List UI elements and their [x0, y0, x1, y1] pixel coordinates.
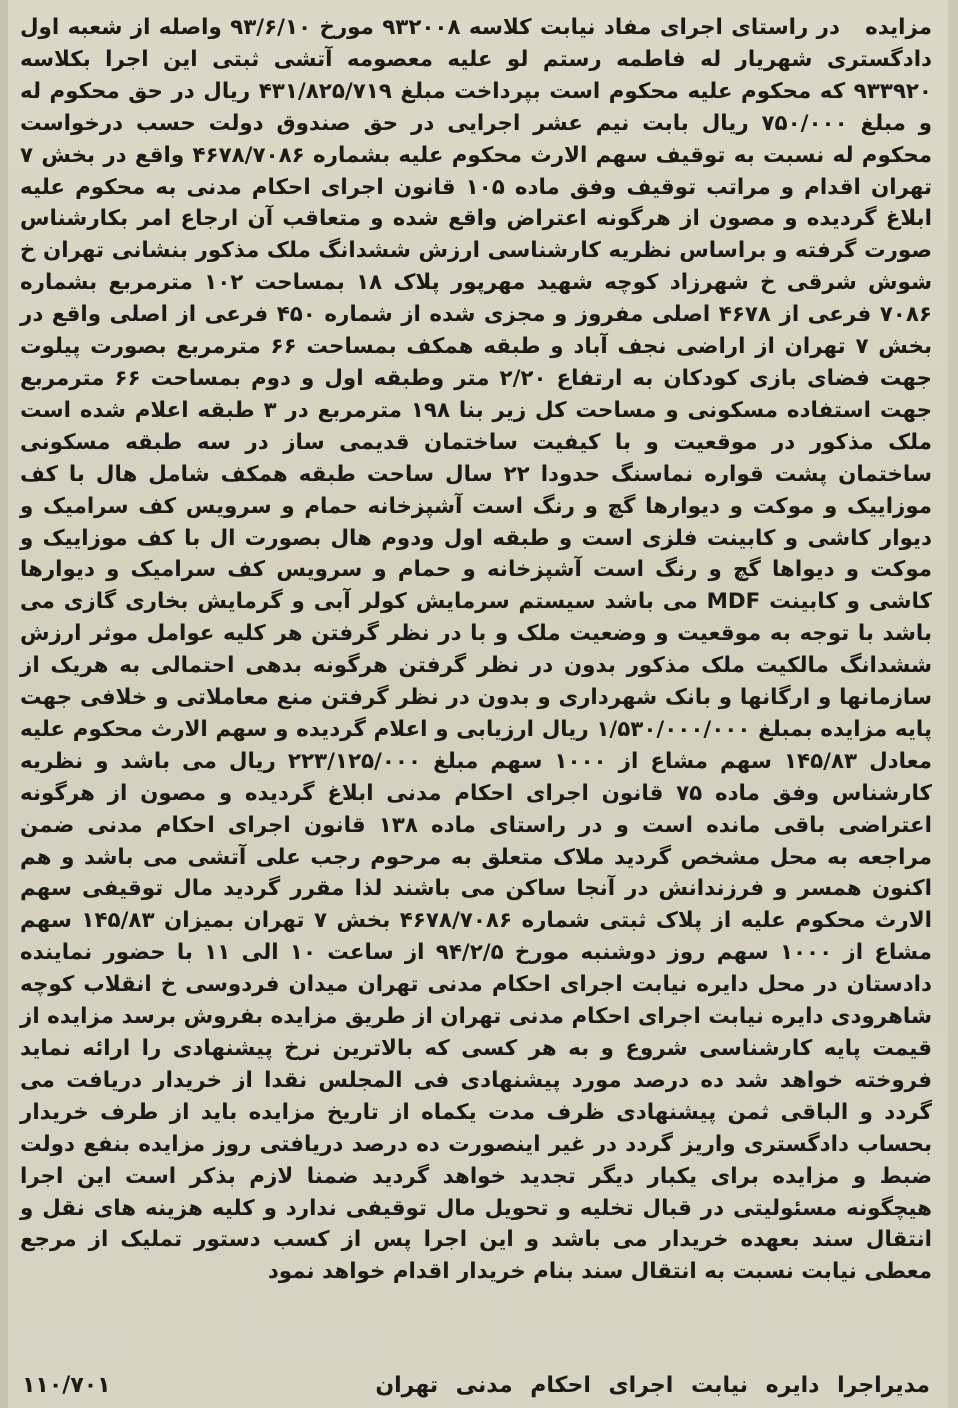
left-edge [0, 0, 8, 1408]
notice-body: در راستای اجرای مفاد نیابت کلاسه ۹۳۲۰۰۸ مورخ ۹۳/۶/۱۰ واصله از شعبه اول دادگستری شهریار له فاطمه رستم لو علیه معصومه آتشی ثبتی این اجرا بکلاسه ۹۳۳۹۲۰ که محکوم علیه محکوم است بپرداخت مبلغ ۴۳۱/۸۲۵/۷۱۹ ریال در حق محکوم له و مبلغ ۷۵۰/۰۰۰ ریال بابت نیم عشر اجرایی در حق صندوق دولت حسب درخواست محکوم له نسبت به توقیف سهم الارث محکوم علیه بشماره ۴۶۷۸/۷۰۸۶ واقع در بخش ۷ تهران اقدام و مراتب توقیف وفق ماده ۱۰۵ قانون اجرای احکام مدنی به محکوم علیه ابلاغ گردیده و مصون از هرگونه اعتراض واقع شده و متعاقب آن ارجاع امر بکارشناس صورت گرفته و براساس نظریه کارشناسی ارزش ششدانگ ملک مذکور بنشانی تهران خ شوش شرقی خ شهرزاد کوچه شهید مهرپور پلاک ۱۸ بمساحت ۱۰۲ مترمربع بشماره ۷۰۸۶ فرعی از ۴۶۷۸ اصلی مفروز و مجزی شده از شماره ۴۵۰ فرعی از اصلی واقع در بخش ۷ تهران از اراضی نجف آباد و طبقه همکف بمساحت ۶۶ مترمربع بصورت پیلوت جهت فضای بازی کودکان به ارتفاع ۲/۲۰ متر وطبقه اول و دوم بمساحت ۶۶ مترمربع جهت استفاده مسکونی و مساحت کل زیر بنا ۱۹۸ مترمربع در ۳ طبقه اعلام شده است ملک مذکور در موقعیت و با کیفیت ساختمان قدیمی ساز در سه طبقه مسکونی ساختمان پشت قواره نماسنگ حدودا ۲۲ سال ساحت طبقه همکف شامل هال با کف موزاییک و موکت و دیوارها گچ و رنگ است آشپزخانه حمام و سرویس کف سرامیک و دیوار کاشی و کابینت فلزی است و طبقه اول ودوم هال بصورت ال با کف موزاییک و موکت و دیواها گچ و رنگ است آشپزخانه و حمام و سرویس کف سرامیک و دیوارها کاشی و کابینت MDF می باشد سیستم سرمایش کولر آبی و گرمایش بخاری گازی می باشد با توجه به موقعیت و وضعیت ملک و با در نظر گرفتن هر کلیه عوامل موثر ارزش ششدانگ مالکیت ملک مذکور بدون در نظر گرفتن هرگونه بدهی احتمالی به هریک از سازمانها و ارگانها و بانک شهرداری و بدون در نظر گرفتن منع معاملاتی و خلافی جهت پایه مزایده بمبلغ ۱/۵۳۰/۰۰۰/۰۰۰ ریال ارزیابی و اعلام گردیده و سهم الارث محکوم علیه معادل ۱۴۵/۸۳ سهم مشاع از ۱۰۰۰ سهم مبلغ ۲۲۳/۱۲۵/۰۰۰ ریال می باشد و نظریه کارشناس وفق ماده ۷۵ قانون اجرای احکام مدنی ابلاغ گردیده و مصون از هرگونه اعتراضی باقی مانده است و در راستای ماده ۱۳۸ قانون اجرای احکام مدنی ضمن مراجعه به محل مشخص گردید ملاک متعلق به مرحوم رجب علی آتشی می باشد و هم اکنون همسر و فرزندانش در آنجا ساکن می باشند لذا مقرر گردید مال توقیفی سهم الارث محکوم علیه از پلاک ثبتی شماره ۴۶۷۸/۷۰۸۶ بخش ۷ تهران بمیزان ۱۴۵/۸۳ سهم مشاع از ۱۰۰۰ سهم روز دوشنبه مورخ ۹۴/۲/۵ از ساعت ۱۰ الی ۱۱ با حضور نماینده دادستان در محل دایره نیابت اجرای احکام مدنی تهران میدان فردوسی خ انقلاب کوچه شاهرودی دایره نیابت اجرای احکام مدنی تهران از طریق مزایده بفروش برسد مزایده از قیمت پایه کارشناسی شروع و به هر کسی که بالاترین نرخ پیشنهادی را ارائه نماید فروخته خواهد شد ده درصد مورد پیشنهادی فی المجلس نقدا از خریدار دریافت می گردد و الباقی ثمن پیشنهادی ظرف مدت یکماه از تاریخ مزایده باید از طرف خریدار بحساب دادگستری واریز گردد در غیر اینصورت ده درصد دریافتی روز مزایده بنفع دولت ضبط و مزایده برای یکبار دیگر تجدید خواهد گردید ضمنا لازم بذکر است این اجرا هیچگونه مسئولیتی در قبال تخلیه و تحویل مال توقیفی ندارد و کلیه هزینه های نقل و انتقال سند بعهده خریدار می باشد و این اجرا پس از کسب دستور تملیک از مرجع معطی نیابت نسبت به انتقال سند بنام خریدار اقدام خواهد نمود [20, 15, 933, 1285]
notice-footer [22, 1373, 930, 1398]
reference-code: ۱۱۰/۷۰۱ [22, 1373, 111, 1398]
notice-body-paragraph [20, 12, 932, 1288]
notice-title: مزایده [865, 15, 932, 40]
right-edge [948, 0, 958, 1408]
issuer-signature: مدیراجرا دایره نیابت اجرای احکام مدنی تهران [375, 1373, 930, 1398]
